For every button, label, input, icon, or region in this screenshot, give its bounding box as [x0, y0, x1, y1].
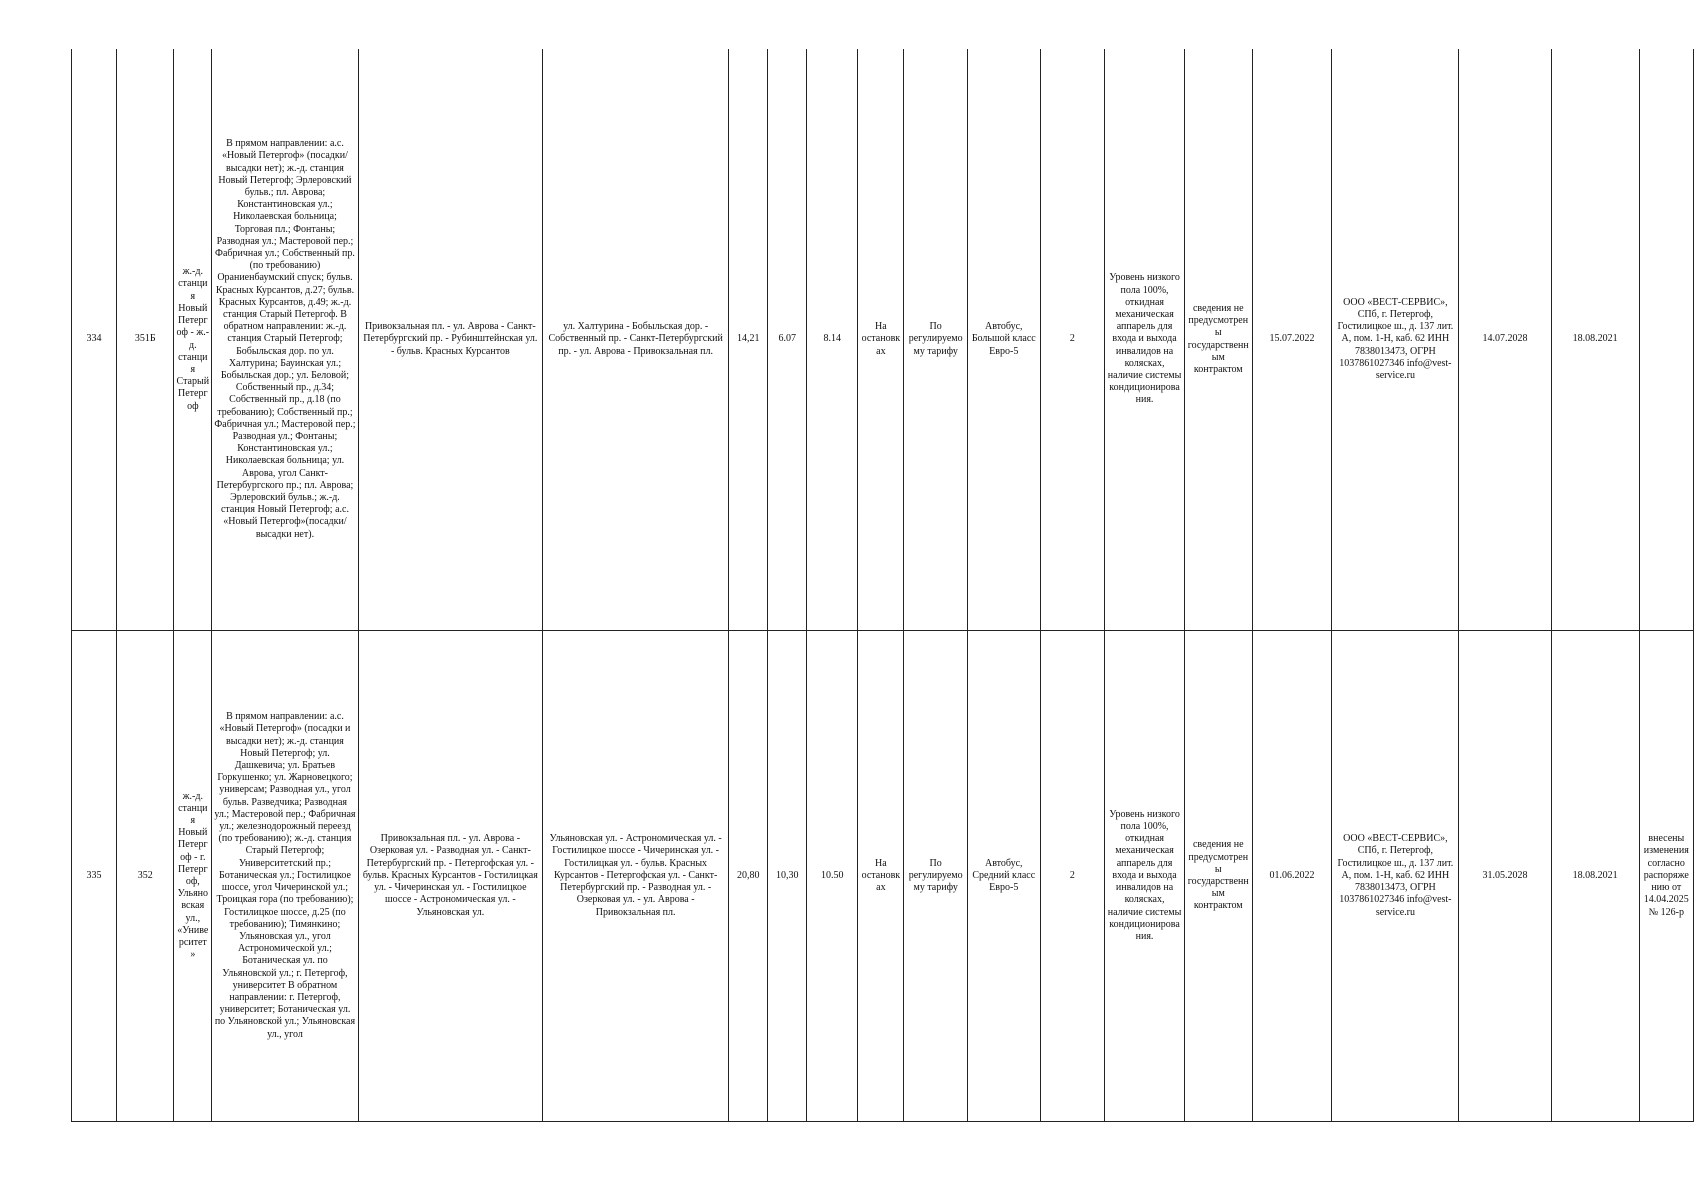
cell-start-date: 01.06.2022 [1252, 631, 1332, 1122]
cell-vehicle-count: 2 [1040, 631, 1105, 1122]
cell-length-forward: 14,21 [729, 49, 768, 631]
cell-notes [1639, 49, 1693, 631]
cell-stops-list: В прямом направлении: а.с. «Новый Петергоф» (посадки и высадки нет); ж.-д. станция Новый Петергоф; ул. Дашкевича; ул. Братьев Горкушенко; ул. Жарновецкого; универсам; Разводная ул., угол бульв. Разведчика; Разводная ул.; Мастеровой пер.; Фабричная ул.; железнодорожный переезд (по требованию); ж.-д. станция Старый Петергоф; Университетский пр.; Ботаническая ул.; Гостилицкое шоссе, угол Чичеринской ул.; Троицкая гора (по требованию); Гостилицкое шоссе, д.25 (по требованию); Тимянкино; Ульяновская ул., угол Астрономической ул.; Ботаническая ул. по Ульяновской ул.; г. Петергоф, университет В обратном направлении: г. Петергоф, университет; Ботаническая ул. по Ульяновской ул.; Ульяновская ул., угол [212, 631, 358, 1122]
cell-contract: сведения не предусмотрены государственным контрактом [1184, 49, 1252, 631]
cell-vehicle: Автобус, Большой класс Евро-5 [967, 49, 1040, 631]
cell-streets-backward: Ульяновская ул. - Астрономическая ул. - Гостилицкое шоссе - Чичеринская ул. - Гостилицкая ул. - бульв. Красных Курсантов - Петергофская ул. - Санкт-Петербургский пр. - Разводная ул. - Озерковая ул. - ул. Аврова - Привокзальная пл. [542, 631, 728, 1122]
cell-route-number: 352 [117, 631, 174, 1122]
cell-length-total: 10.50 [807, 631, 858, 1122]
cell-vehicle-count: 2 [1040, 49, 1105, 631]
cell-features: Уровень низкого пола 100%, откидная механическая аппарель для входа и выхода инвалидов на колясках, наличие системы кондиционирования. [1105, 49, 1185, 631]
cell-length-forward: 20,80 [729, 631, 768, 1122]
cell-end-date: 31.05.2028 [1459, 631, 1551, 1122]
cell-notes: внесены изменения согласно распоряжению от 14.04.2025 № 126-р [1639, 631, 1693, 1122]
cell-stop-order: На остановках [858, 631, 904, 1122]
cell-stop-order: На остановках [858, 49, 904, 631]
cell-route-number: 351Б [117, 49, 174, 631]
cell-length-backward: 6.07 [768, 49, 807, 631]
cell-length-backward: 10,30 [768, 631, 807, 1122]
cell-features: Уровень низкого пола 100%, откидная механическая аппарель для входа и выхода инвалидов на колясках, наличие системы кондиционирования. [1105, 631, 1185, 1122]
cell-tariff: По регулируемому тарифу [904, 49, 967, 631]
cell-streets-forward: Привокзальная пл. - ул. Аврова - Санкт-Петербургский пр. - Рубинштейнская ул. - бульв. Красных Курсантов [358, 49, 542, 631]
table-row [72, 49, 1694, 631]
cell-number: 334 [72, 49, 117, 631]
cell-end-date: 14.07.2028 [1459, 49, 1551, 631]
cell-number: 335 [72, 631, 117, 1122]
cell-route-name: ж.-д. станция Новый Петергоф - г. Петергоф, Ульяновская ул., «Университет» [174, 631, 212, 1122]
cell-vehicle: Автобус, Средний класс Евро-5 [967, 631, 1040, 1122]
cell-registration-date: 18.08.2021 [1551, 631, 1639, 1122]
cell-tariff: По регулируемому тарифу [904, 631, 967, 1122]
cell-length-total: 8.14 [807, 49, 858, 631]
cell-start-date: 15.07.2022 [1252, 49, 1332, 631]
cell-registration-date: 18.08.2021 [1551, 49, 1639, 631]
cell-streets-forward: Привокзальная пл. - ул. Аврова - Озерковая ул. - Разводная ул. - Санкт-Петербургский пр. - Петергофская ул. - бульв. Красных Курсантов - Гостилицкая ул. - Чичеринская ул. - Гостилицкое шоссе - Астрономическая ул. - Ульяновская ул. [358, 631, 542, 1122]
cell-carrier: ООО «ВЕСТ-СЕРВИС», СПб, г. Петергоф, Гостилицкое ш., д. 137 лит. А, пом. 1-Н, каб. 62 ИНН 7838013473, ОГРН 1037861027346 info@vest-service.ru [1332, 49, 1459, 631]
cell-streets-backward: ул. Халтурина - Бобыльская дор. - Собственный пр. - Санкт-Петербургский пр. - ул. Аврова - Привокзальная пл. [542, 49, 728, 631]
cell-contract: сведения не предусмотрены государственным контрактом [1184, 631, 1252, 1122]
cell-stops-list: В прямом направлении: а.с. «Новый Петергоф» (посадки/высадки нет); ж.-д. станция Новый Петергоф; Эрлеровский бульв.; пл. Аврова; Константиновская ул.; Николаевская больница; Торговая пл.; Фонтаны; Разводная ул.; Мастеровой пер.; Фабричная ул.; Собственный пр. (по требованию) Ораниенбаумский спуск; бульв. Красных Курсантов, д.27; бульв. Красных Курсантов, д.49; ж.-д. станция Старый Петергоф. В обратном направлении: ж.-д. станция Старый Петергоф; Бобыльская дор. по ул. Халтурина; Бауинская ул.; Бобыльская дор.; ул. Беловой; Собственный пр., д.34; Собственный пр., д.18 (по требованию); Собственный пр.; Фабричная ул.; Мастеровой пер.; Разводная ул.; Фонтаны; Константиновская ул.; Николаевская больница; ул. Аврова, угол Санкт-Петербургского пр.; пл. Аврова; Эрлеровский бульв.; ж.-д. станция Новый Петергоф; а.с. «Новый Петергоф»(посадки/высадки нет). [212, 49, 358, 631]
cell-route-name: ж.-д. станция Новый Петергоф - ж.-д. станция Старый Петергоф [174, 49, 212, 631]
cell-carrier: ООО «ВЕСТ-СЕРВИС», СПб, г. Петергоф, Гостилицкое ш., д. 137 лит. А, пом. 1-Н, каб. 62 ИНН 7838013473, ОГРН 1037861027346 info@vest-service.ru [1332, 631, 1459, 1122]
routes-register-table [71, 49, 1694, 1122]
table-row [72, 631, 1694, 1122]
